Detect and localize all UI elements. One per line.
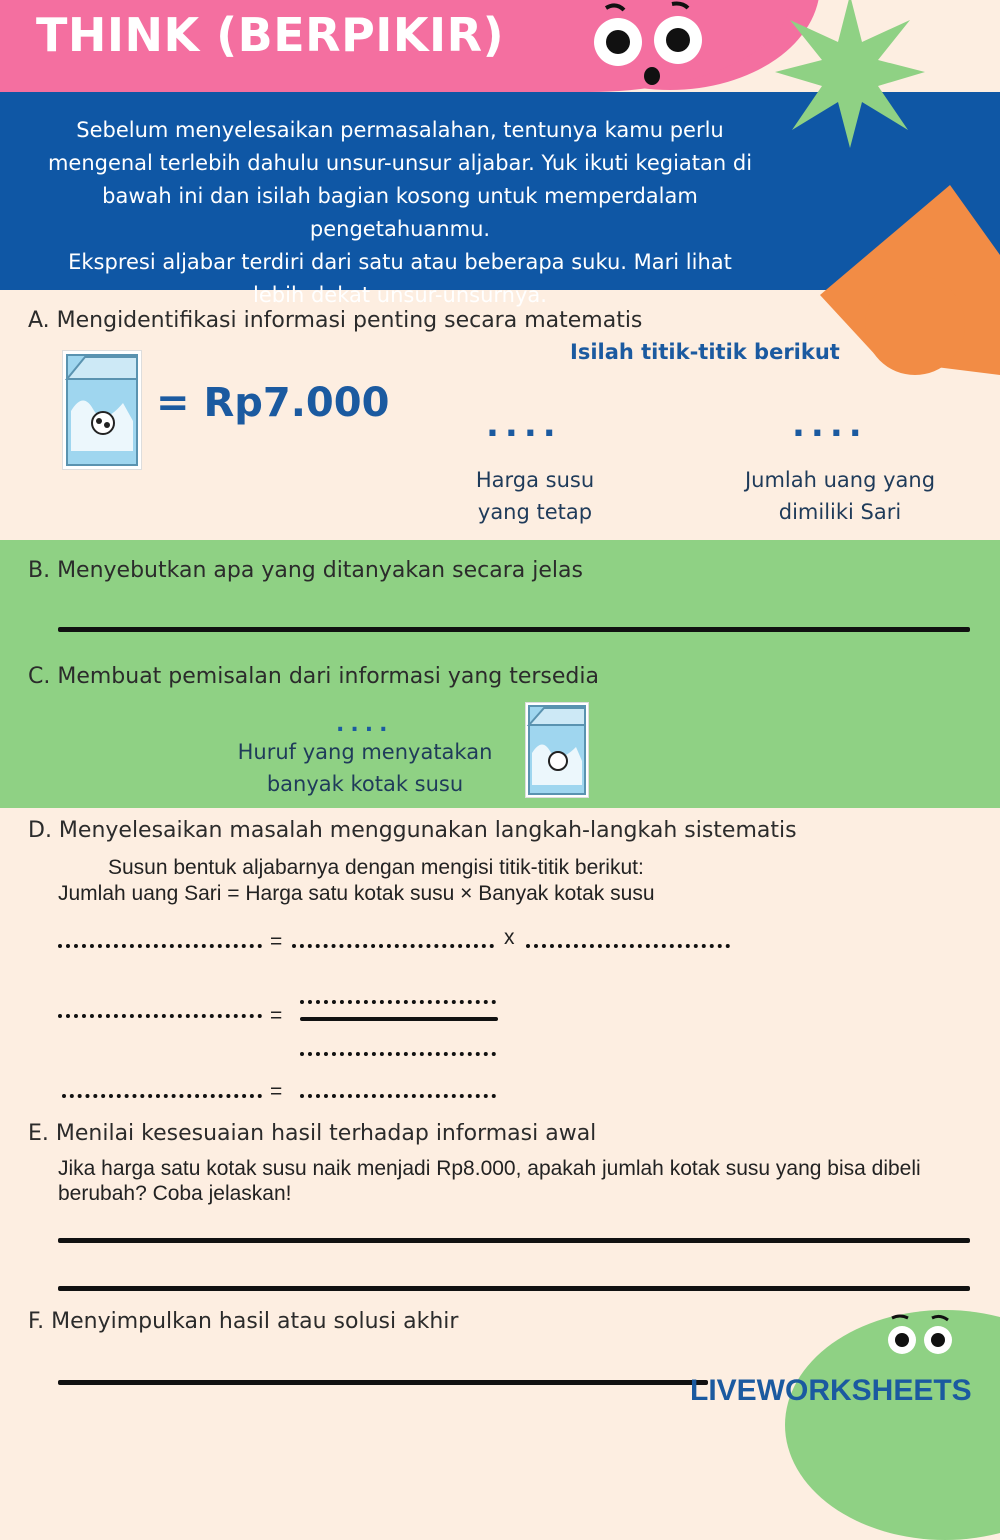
section-b-heading: B. Menyebutkan apa yang ditanyakan secara jelas: [28, 558, 583, 583]
section-a-heading: A. Mengidentifikasi informasi penting secara matematis: [28, 308, 643, 333]
equals-sign: =: [270, 1080, 283, 1103]
caption-line: Jumlah uang yang: [744, 468, 936, 492]
section-d-instruction: Susun bentuk aljabarnya dengan mengisi titik-titik berikut:: [108, 856, 644, 879]
liveworksheets-logo[interactable]: LIVEWORKSHEETS: [690, 1374, 972, 1407]
caption-jumlah-uang: [720, 464, 960, 528]
section-c-heading: C. Membuat pemisalan dari informasi yang tersedia: [28, 664, 599, 689]
caption-line: dimiliki Sari: [778, 500, 902, 524]
section-e-question: Jika harga satu kotak susu naik menjadi Rp8.000, apakah jumlah kotak susu yang bisa dibeli berubah? Coba jelaskan!: [58, 1157, 921, 1205]
milk-carton-icon: [62, 350, 142, 470]
intro-paragraph-1: Sebelum menyelesaikan permasalahan, tentunya kamu perlu mengenal terlebih dahulu unsur-unsur aljabar. Yuk ikuti kegiatan di bawah ini dan isilah bagian kosong untuk memperdalam pengetahuanmu.: [47, 118, 753, 241]
green-star-icon: [770, 0, 930, 150]
caption-line: Harga susu: [475, 468, 595, 492]
blank-harga-input[interactable]: ....: [486, 405, 562, 445]
fraction-bar: [300, 1017, 498, 1021]
blank-d2-variable[interactable]: [58, 1014, 262, 1018]
section-d-formula: Jumlah uang Sari = Harga satu kotak susu × Banyak kotak susu: [58, 882, 655, 905]
price-value: = Rp7.000: [156, 380, 390, 426]
section-a-instruction: Isilah titik-titik berikut: [570, 340, 840, 364]
face-eyes-small-icon: [880, 1310, 960, 1360]
caption-line: banyak kotak susu: [266, 772, 464, 796]
milk-carton-small-icon: [525, 702, 589, 798]
blank-d2-denominator[interactable]: [300, 1052, 496, 1056]
answer-line-e1[interactable]: [58, 1238, 970, 1243]
equals-sign: =: [270, 930, 283, 953]
answer-line-e2[interactable]: [58, 1286, 970, 1291]
section-d-heading: D. Menyelesaikan masalah menggunakan langkah-langkah sistematis: [28, 818, 797, 843]
answer-line-f[interactable]: [58, 1380, 708, 1385]
blank-d3-variable[interactable]: [62, 1094, 262, 1098]
intro-text: [40, 114, 760, 312]
caption-line: yang tetap: [477, 500, 593, 524]
section-f-heading: F. Menyimpulkan hasil atau solusi akhir: [28, 1309, 459, 1334]
page-title: THINK (BERPIKIR): [36, 8, 505, 62]
blank-jumlah-input[interactable]: ....: [792, 405, 868, 445]
equals-sign: =: [270, 1004, 283, 1027]
blank-d1-count[interactable]: [526, 944, 730, 948]
blank-d1-price[interactable]: [292, 944, 494, 948]
blank-d1-total[interactable]: [58, 944, 262, 948]
section-e-heading: E. Menilai kesesuaian hasil terhadap informasi awal: [28, 1121, 597, 1146]
blank-d3-result[interactable]: [300, 1094, 496, 1098]
intro-paragraph-2: Ekspresi aljabar terdiri dari satu atau beberapa suku. Mari lihat lebih dekat unsur-unsurnya.: [68, 250, 732, 307]
caption-line: Huruf yang menyatakan: [237, 740, 493, 764]
caption-harga-susu: [440, 464, 630, 528]
face-eyes-icon: [588, 0, 708, 90]
orange-shape-decoration: [820, 185, 1000, 375]
caption-huruf: [220, 736, 510, 800]
blank-d2-numerator[interactable]: [300, 1000, 496, 1004]
times-sign: x: [504, 926, 515, 949]
answer-line-b[interactable]: [58, 627, 970, 632]
blank-variable-input[interactable]: ....: [336, 712, 394, 737]
